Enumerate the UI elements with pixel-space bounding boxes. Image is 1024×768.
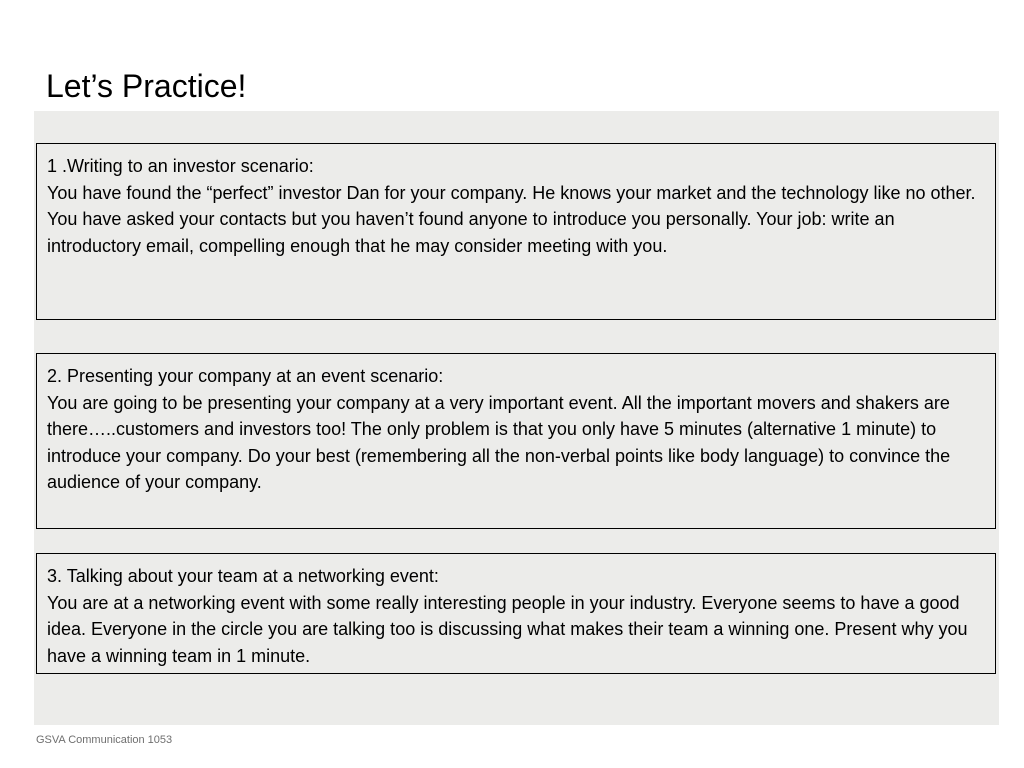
scenario-heading: 1 .Writing to an investor scenario: <box>47 156 314 176</box>
scenario-box-team-networking <box>36 553 996 674</box>
scenario-description: You have found the “perfect” investor Dan for your company. He knows your market and the technology like no other. You have asked your contacts but you haven’t found anyone to introduce you personally. Your job: write an introductory email, compelling enough that he may consider meeting with you. <box>47 182 976 256</box>
scenario-box-writing-investor <box>36 143 996 320</box>
scenario-heading: 3. Talking about your team at a networking event: <box>47 566 439 586</box>
scenario-heading: 2. Presenting your company at an event scenario: <box>47 366 444 386</box>
slide-footer: GSVA Communication 1053 <box>36 734 173 746</box>
scenario-description: You are at a networking event with some really interesting people in your industry. Everyone seems to have a good idea. Everyone in the circle you are talking too is discussing what makes their team a winning one. Present why you have a winning team in 1 minute. <box>47 592 968 666</box>
slide-title: Let’s Practice! <box>46 68 247 104</box>
scenario-box-presenting-company <box>36 353 996 529</box>
scenario-description: You are going to be presenting your company at a very important event. All the important movers and shakers are there…..customers and investors too! The only problem is that you only have 5 minutes (alternative 1 minute) to introduce your company. Do your best (remembering all the non-verbal points like body language) to convince the audience of your company. <box>47 392 951 492</box>
